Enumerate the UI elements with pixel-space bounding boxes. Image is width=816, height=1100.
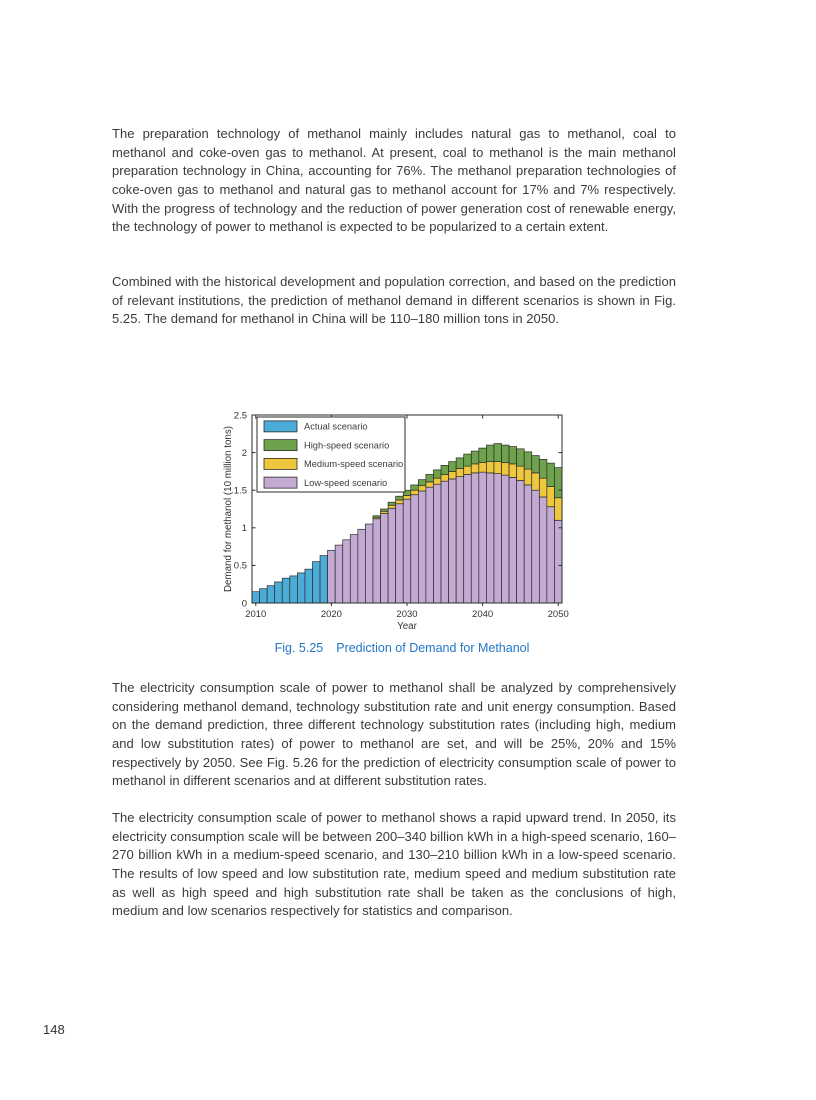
svg-text:2010: 2010 (245, 609, 267, 620)
figure-caption-label: Fig. 5.25 (274, 641, 324, 655)
page-number: 148 (43, 1022, 65, 1037)
paragraph-methanol-preparation: The preparation technology of methanol mainly includes natural gas to methanol, coal to methanol and coke-oven gas to methanol. At present, coal to methanol is the main methanol preparation technology in China, accounting for 76%. The methanol preparation technologies of coke-oven gas to methanol and natural gas to methanol account for 17% and 7% respectively. With the progress of technology and the reduction of power generation cost of renewable energy, the technology of power to methanol is expected to be popularized to a certain extent. (112, 126, 676, 235)
methanol-demand-chart (222, 403, 582, 638)
svg-text:Actual scenario: Actual scenario (304, 421, 368, 432)
svg-text:High-speed scenario: High-speed scenario (304, 440, 390, 451)
svg-text:2020: 2020 (320, 609, 342, 620)
figure-caption (222, 641, 582, 655)
paragraph-electricity-consumption-analysis: The electricity consumption scale of power to methanol shall be analyzed by comprehensively considering methanol demand, technology substitution rate and unit energy consumption. Based on the demand prediction, three different technology substitution rates (including high, medium and low substitution rates) of power to methanol are set, and will be 25%, 20% and 15% respectively by 2050. See Fig. 5.26 for the prediction of electricity consumption scale of power to methanol in different scenarios and at different substitution rates. (112, 680, 676, 789)
paragraph-demand-prediction: Combined with the historical development and population correction, and based on the prediction of relevant institutions, the prediction of methanol demand in different scenarios is shown in Fig. 5.25. The demand for methanol in China will be 110–180 million tons in 2050. (112, 274, 676, 327)
svg-text:0: 0 (241, 598, 247, 610)
paragraph-electricity-consumption-trend: The electricity consumption scale of power to methanol shows a rapid upward trend. In 2050, its electricity consumption scale will be between 200–340 billion kWh in a high-speed scenario, 160–270 billion kWh in a medium-speed scenario, and 130–210 billion kWh in a low-speed scenario. The results of low speed and low substitution rate, medium speed and medium substitution rate as well as high speed and high substitution rate shall be taken as the conclusions of high, medium and low scenarios respectively for statistics and comparison. (112, 810, 676, 919)
svg-text:2040: 2040 (472, 609, 494, 620)
figure-5-25 (222, 403, 582, 638)
svg-text:0.5: 0.5 (233, 560, 247, 572)
svg-text:Year: Year (397, 621, 417, 632)
svg-text:2030: 2030 (396, 609, 418, 620)
svg-text:1.5: 1.5 (233, 485, 247, 497)
svg-text:2.5: 2.5 (233, 410, 247, 422)
svg-text:Demand for methanol (10 millio: Demand for methanol (10 million tons) (223, 425, 234, 593)
figure-caption-title: Prediction of Demand for Methanol (336, 641, 530, 655)
svg-text:Medium-speed scenario: Medium-speed scenario (304, 459, 404, 470)
svg-text:2: 2 (241, 447, 247, 459)
svg-text:2050: 2050 (547, 609, 569, 620)
svg-text:Low-speed scenario: Low-speed scenario (304, 477, 388, 488)
svg-text:1: 1 (241, 523, 247, 535)
